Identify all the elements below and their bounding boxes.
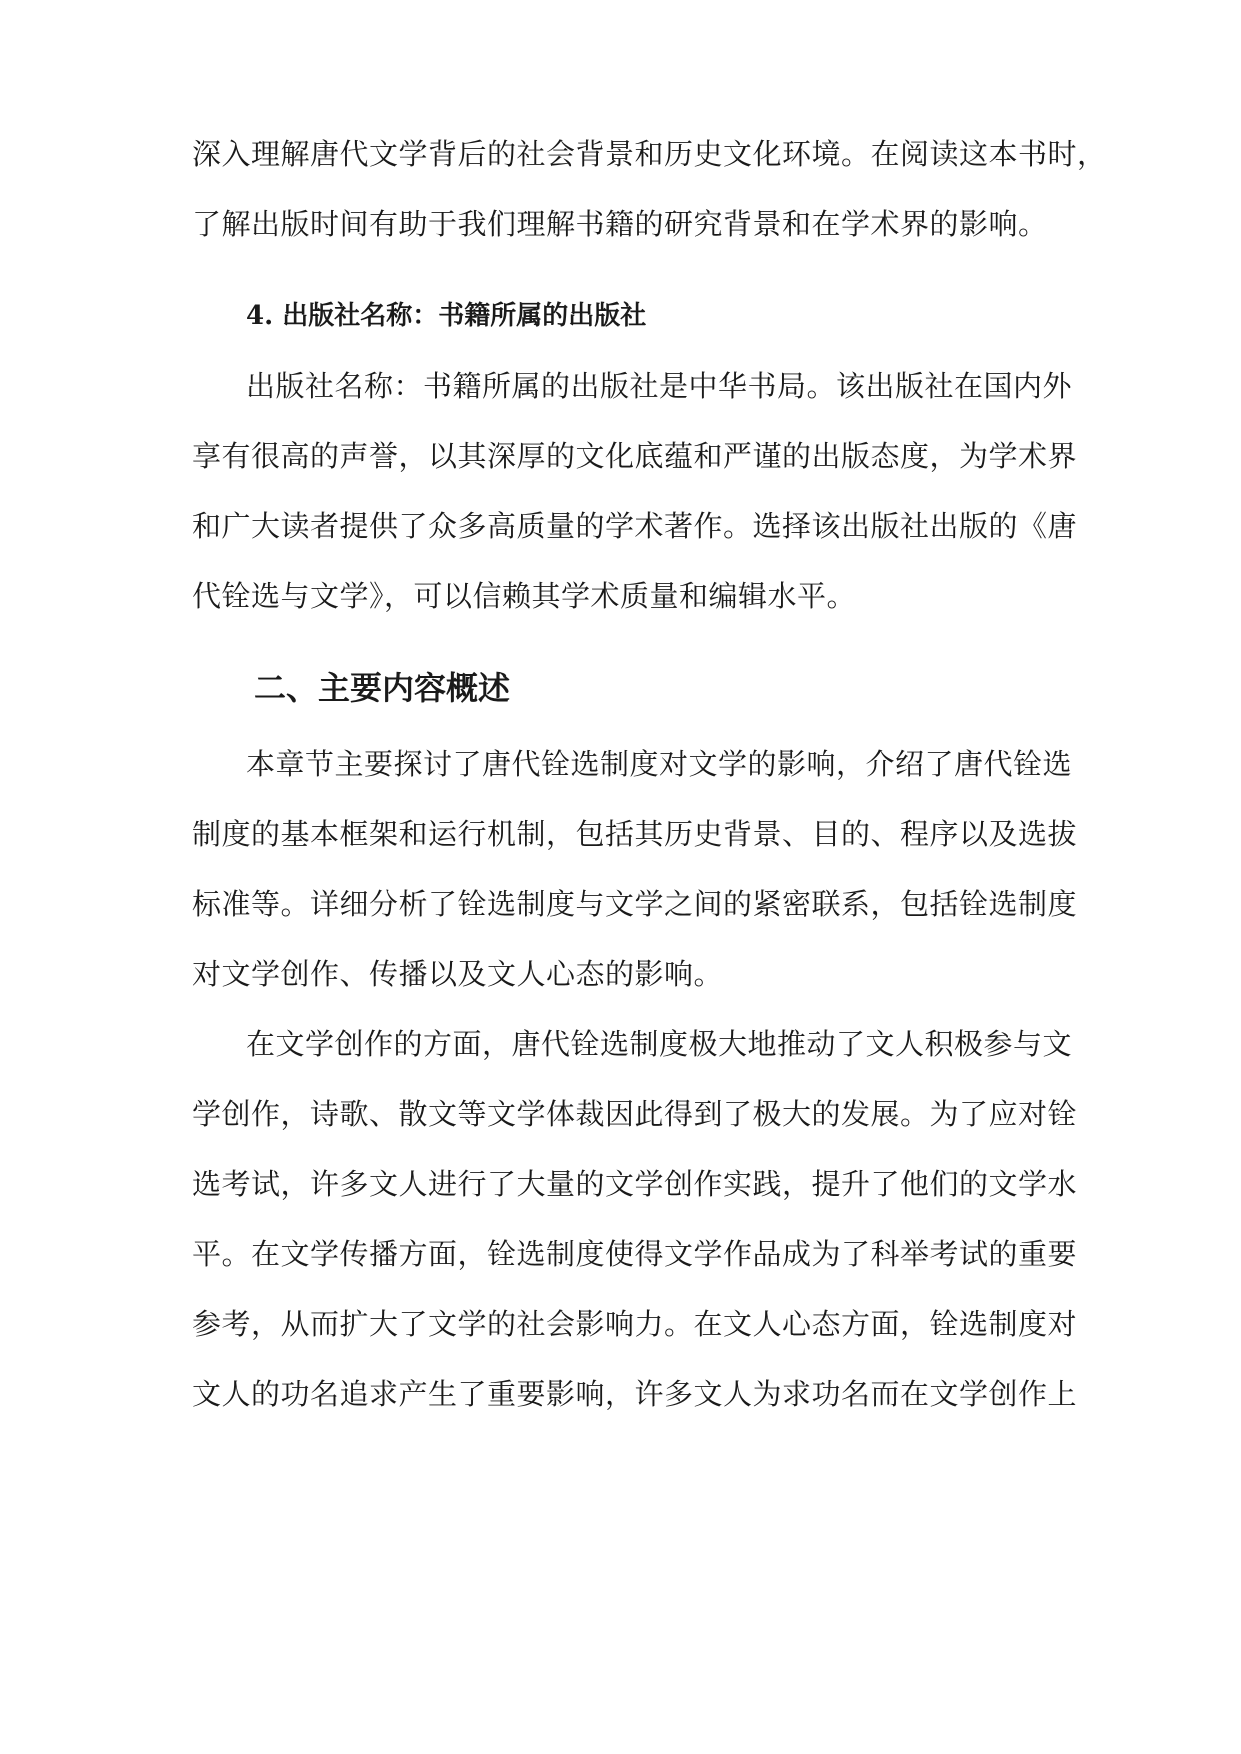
paragraph-line: 制度的基本框架和运行机制，包括其历史背景、目的、程序以及选拔 [192, 817, 1078, 851]
paragraph-line: 享有很高的声誉，以其深厚的文化底蕴和严谨的出版态度，为学术界 [192, 439, 1078, 473]
paragraph-line: 平。在文学传播方面，铨选制度使得文学作品成为了科举考试的重要 [192, 1237, 1078, 1271]
paragraph-line: 参考，从而扩大了文学的社会影响力。在文人心态方面，铨选制度对 [192, 1307, 1078, 1341]
paragraph-line: 文人的功名追求产生了重要影响，许多文人为求功名而在文学创作上 [192, 1377, 1078, 1411]
paragraph-line: 本章节主要探讨了唐代铨选制度对文学的影响，介绍了唐代铨选 [246, 747, 1073, 781]
paragraph-line: 代铨选与文学》，可以信赖其学术质量和编辑水平。 [192, 579, 857, 613]
paragraph-line: 学创作，诗歌、散文等文学体裁因此得到了极大的发展。为了应对铨 [192, 1097, 1078, 1131]
chapter-heading: 二、主要内容概述 [254, 669, 511, 707]
paragraph-line: 深入理解唐代文学背后的社会背景和历史文化环境。在阅读这本书时， [192, 137, 1107, 171]
paragraph-line: 选考试，许多文人进行了大量的文学创作实践，提升了他们的文学水 [192, 1167, 1078, 1201]
paragraph-line: 标准等。详细分析了铨选制度与文学之间的紧密联系，包括铨选制度 [192, 887, 1078, 921]
paragraph-line: 对文学创作、传播以及文人心态的影响。 [192, 957, 724, 991]
paragraph-line: 和广大读者提供了众多高质量的学术著作。选择该出版社出版的《唐 [192, 509, 1078, 543]
paragraph-line: 了解出版时间有助于我们理解书籍的研究背景和在学术界的影响。 [192, 207, 1048, 241]
section-heading: 4. 出版社名称：书籍所属的出版社 [246, 301, 647, 331]
paragraph-line: 在文学创作的方面，唐代铨选制度极大地推动了文人积极参与文 [246, 1027, 1073, 1061]
paragraph-line: 出版社名称：书籍所属的出版社是中华书局。该出版社在国内外 [246, 369, 1073, 403]
